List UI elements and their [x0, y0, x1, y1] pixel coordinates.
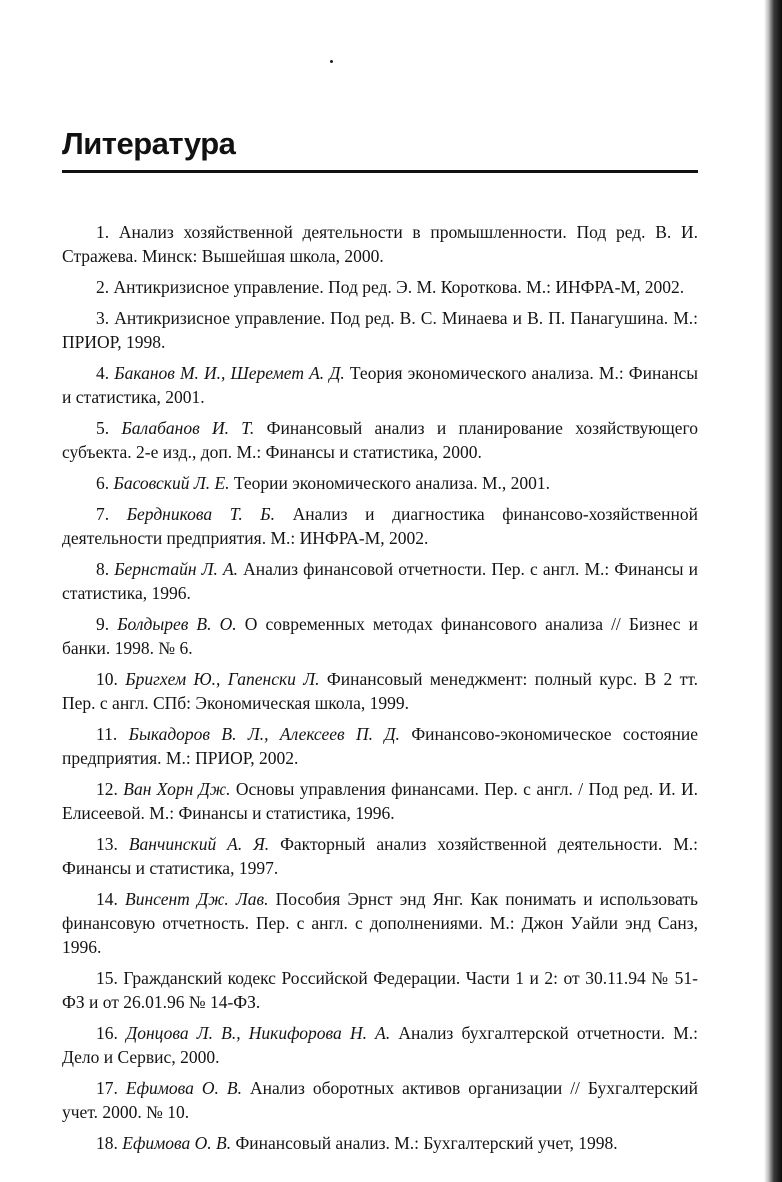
reference-text: Анализ финансовой отчетности. Пер. с англ. М.: Финансы и статистика, 1996.: [62, 559, 699, 603]
reference-item: [62, 1076, 698, 1124]
reference-item: [62, 471, 698, 495]
reference-item: [62, 1131, 698, 1155]
reference-author: Ванчинский А. Я.: [128, 834, 270, 854]
reference-item: [62, 777, 698, 825]
reference-item: [62, 220, 698, 268]
reference-item: [62, 832, 698, 880]
reference-number: 6.: [96, 473, 110, 493]
reference-number: 16.: [96, 1023, 118, 1043]
reference-author: Ефимова О. В.: [122, 1133, 232, 1153]
reference-text: Теория экономического анализа. М.: Финансы и статистика, 2001.: [62, 363, 699, 407]
reference-number: 1.: [96, 222, 110, 242]
reference-item: [62, 887, 698, 959]
reference-item: [62, 1021, 698, 1069]
reference-author: Ефимова О. В.: [125, 1078, 242, 1098]
scan-speck: [330, 60, 333, 63]
reference-item: [62, 557, 698, 605]
reference-item: [62, 416, 698, 464]
reference-author: Бердникова Т. Б.: [126, 504, 275, 524]
reference-text: Анализ оборотных активов организации // Бухгалтерский учет. 2000. № 10.: [62, 1078, 699, 1122]
reference-author: Болдырев В. О.: [117, 614, 237, 634]
reference-text: Гражданский кодекс Российской Федерации. Части 1 и 2: от 30.11.94 № 51-ФЗ и от 26.01.96 № 14-ФЗ.: [62, 968, 699, 1012]
reference-author: Бригхем Ю., Гапенски Л.: [125, 669, 320, 689]
reference-number: 11.: [96, 724, 118, 744]
reference-author: Донцова Л. В., Никифорова Н. А.: [126, 1023, 391, 1043]
reference-item: [62, 722, 698, 770]
reference-number: 17.: [96, 1078, 118, 1098]
reference-item: [62, 306, 698, 354]
reference-text: Основы управления финансами. Пер. с англ. / Под ред. И. И. Елисеевой. М.: Финансы и статистика, 1996.: [62, 779, 699, 823]
reference-item: [62, 612, 698, 660]
reference-number: 12.: [96, 779, 118, 799]
reference-number: 2.: [96, 277, 110, 297]
reference-number: 10.: [96, 669, 118, 689]
reference-text: Анализ бухгалтерской отчетности. М.: Дело и Сервис, 2000.: [62, 1023, 699, 1067]
reference-list: [62, 220, 698, 1162]
reference-author: Ван Хорн Дж.: [123, 779, 231, 799]
reference-text: Факторный анализ хозяйственной деятельности. М.: Финансы и статистика, 1997.: [62, 834, 699, 878]
reference-text: Финансово-экономическое состояние предприятия. М.: ПРИОР, 2002.: [62, 724, 698, 768]
reference-text: Финансовый анализ и планирование хозяйствующего субъекта. 2-е изд., доп. М.: Финансы и статистика, 2000.: [62, 418, 699, 462]
reference-author: Балабанов И. Т.: [121, 418, 255, 438]
reference-item: [62, 966, 698, 1014]
reference-number: 14.: [96, 889, 118, 909]
reference-item: [62, 275, 698, 299]
reference-author: Быкадоров В. Л., Алексеев П. Д.: [128, 724, 400, 744]
reference-text: Финансовый анализ. М.: Бухгалтерский учет, 1998.: [235, 1133, 618, 1153]
reference-number: 8.: [96, 559, 110, 579]
reference-author: Басовский Л. Е.: [113, 473, 230, 493]
reference-number: 7.: [96, 504, 110, 524]
reference-number: 15.: [96, 968, 118, 988]
reference-number: 9.: [96, 614, 110, 634]
reference-item: [62, 502, 698, 550]
reference-number: 13.: [96, 834, 118, 854]
page-binding-edge: [764, 0, 782, 1182]
reference-number: 5.: [96, 418, 110, 438]
reference-text: Анализ и диагностика финансово-хозяйственной деятельности предприятия. М.: ИНФРА-М, 2002.: [62, 504, 699, 548]
reference-text: О современных методах финансового анализа // Бизнес и банки. 1998. № 6.: [62, 614, 699, 658]
reference-text: Финансовый менеджмент: полный курс. В 2 тт. Пер. с англ. СПб: Экономическая школа, 1999.: [62, 669, 699, 713]
reference-number: 4.: [96, 363, 110, 383]
reference-text: Антикризисное управление. Под ред. В. С. Минаева и В. П. Панагушина. М.: ПРИОР, 1998.: [62, 308, 698, 352]
reference-item: [62, 667, 698, 715]
reference-author: Винсент Дж. Лав.: [125, 889, 269, 909]
page-title: Литература: [62, 126, 236, 161]
title-rule: [62, 170, 698, 173]
reference-item: [62, 361, 698, 409]
reference-author: Баканов М. И., Шеремет А. Д.: [114, 363, 345, 383]
reference-text: Пособия Эрнст энд Янг. Как понимать и использовать финансовую отчетность. Пер. с англ. с дополнениями. М.: Джон Уайли энд Санз, 1996.: [62, 889, 699, 957]
reference-number: 18.: [96, 1133, 118, 1153]
reference-author: Бернстайн Л. А.: [114, 559, 239, 579]
reference-text: Антикризисное управление. Под ред. Э. М. Короткова. М.: ИНФРА-М, 2002.: [113, 277, 685, 297]
reference-number: 3.: [96, 308, 110, 328]
reference-text: Анализ хозяйственной деятельности в промышленности. Под ред. В. И. Стражева. Минск: Вышейшая школа, 2000.: [62, 222, 698, 266]
reference-text: Теории экономического анализа. М., 2001.: [233, 473, 551, 493]
